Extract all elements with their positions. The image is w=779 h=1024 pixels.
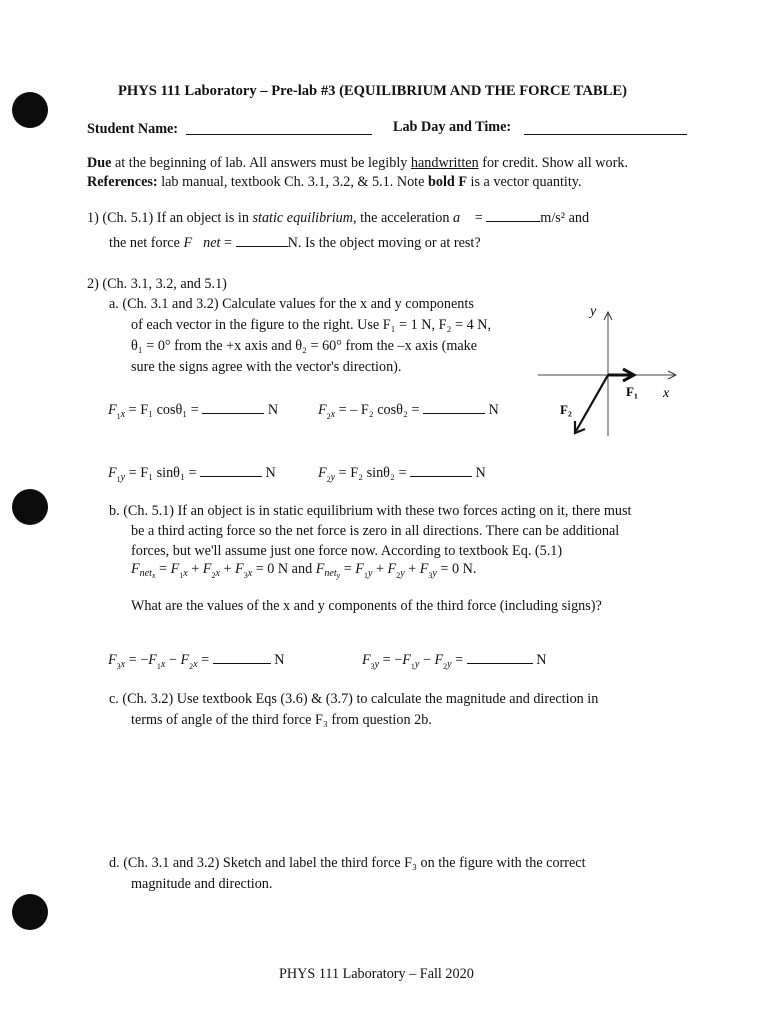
f2x-unit: N (488, 402, 499, 418)
f1y-answer-blank[interactable] (200, 464, 262, 477)
student-name-field[interactable] (186, 120, 372, 135)
x-axis-label: x (663, 386, 670, 401)
q2d-line-1: d. (Ch. 3.1 and 3.2) Sketch and label the third force F₃ on the figure with the correct (109, 855, 586, 871)
references-line (87, 174, 582, 191)
references-label: References: (87, 174, 158, 190)
f2x-answer-blank[interactable] (423, 401, 485, 414)
q2c-line-2: terms of angle of the third force F₃ from question 2b. (131, 712, 432, 728)
y-axis-label: y (590, 304, 597, 319)
q1-line-2: the net force F⃗net = N. Is the object moving or at rest? (109, 235, 481, 251)
eq-f2y-text: = F₂ sinθ₂ = (338, 465, 407, 481)
q1-line-1: 1) (Ch. 5.1) If an object is in static equilibrium, the acceleration a⃗ = m/s² and (87, 210, 590, 226)
accel-symbol: a⃗ (453, 210, 472, 226)
binder-hole-middle (12, 489, 48, 525)
q2a-line-1: a. (Ch. 3.1 and 3.2) Calculate values for the x and y components (109, 296, 474, 312)
page-title: PHYS 111 Laboratory – Pre-lab #3 (EQUILIBRIUM AND THE FORCE TABLE) (118, 83, 627, 99)
student-name-label: Student Name: (87, 121, 179, 137)
due-label: Due (87, 155, 112, 171)
references-text-end: is a vector quantity. (467, 174, 582, 190)
q1-fnet-answer-blank[interactable] (236, 234, 288, 247)
eq-f1x-text: = F₁ cosθ₁ = (128, 402, 199, 418)
q1-static-equilibrium: static equilibrium (252, 210, 353, 226)
q1-acceleration-text: , the acceleration (352, 210, 450, 226)
f3y-unit: N (536, 652, 547, 668)
q2b-line-2: be a third acting force so the net force is zero in all directions. There can be additional (131, 523, 620, 539)
f2y-unit: N (475, 465, 486, 481)
f1x-unit: N (267, 402, 279, 418)
due-text: at the beginning of lab. All answers must be legibly (111, 155, 411, 171)
binder-hole-bottom (12, 894, 48, 930)
q2b-question: What are the values of the x and y components of the third force (including signs)? (131, 598, 602, 614)
q1-moving-question: N. Is the object moving or at rest? (287, 235, 481, 251)
q2-header: 2) (Ch. 3.1, 3.2, and 5.1) (87, 276, 227, 292)
q1-net-force-text: the net force (109, 235, 180, 251)
page-footer: PHYS 111 Laboratory – Fall 2020 (279, 966, 474, 982)
eq-f2x-text: = – F₂ cosθ₂ = (338, 402, 420, 418)
q1-prefix: 1) (Ch. 5.1) If an object is in (87, 210, 253, 226)
net-force-equations: $F_{net_x} = F_{_1x} + F_{_2x} + F_{_3x} = 0$ N and $F_{net_y} = F_{_1y} + F_{_2y} + F_{_3y} = 0$ N. (131, 561, 477, 580)
eq-f2y: $F_{_2y} = F_2$ sinθ₂ = N (318, 465, 486, 484)
bold-f-note: bold F (427, 174, 467, 190)
f3y-answer-blank[interactable] (467, 651, 533, 664)
q1-accel-answer-blank[interactable] (486, 209, 540, 222)
f1-label: F₁ (626, 384, 638, 399)
references-text: lab manual, textbook Ch. 3.1, 3.2, & 5.1. Note (157, 174, 428, 190)
eq-f3y: $F_{_3y} = -F_{_1y} - F_{_2y} = N$ (362, 652, 547, 671)
eq-f2x: $F_{_2x}$ = – F₂ cosθ₂ = N (318, 402, 499, 421)
due-instructions (87, 155, 628, 172)
f2-label: F₂ (560, 402, 572, 417)
f2-vector (576, 375, 608, 431)
q2b-line-3: forces, but we'll assume just one force now. According to textbook Eq. (5.1) (131, 543, 563, 559)
f2y-answer-blank[interactable] (410, 464, 472, 477)
q1-units: m/s² and (540, 210, 590, 226)
handwritten-emphasis: handwritten (410, 155, 479, 171)
q2a-line-4: sure the signs agree with the vector's direction). (131, 359, 402, 375)
lab-day-field[interactable] (524, 120, 687, 135)
eq-f1y-text: = F₁ sinθ₁ = (128, 465, 197, 481)
q2c-line-1: c. (Ch. 3.2) Use textbook Eqs (3.6) & (3.7) to calculate the magnitude and direction in (109, 691, 599, 707)
f3x-answer-blank[interactable] (213, 651, 271, 664)
f1x-answer-blank[interactable] (202, 401, 264, 414)
f1y-unit: N (265, 465, 276, 481)
eq-f3x: $F_{_3x} = -F_{_1x} - F_{_2x} = N$ (108, 652, 285, 671)
net-y-text: = 0 N. (440, 561, 477, 577)
f3x-unit: N (274, 652, 285, 668)
eq-f1x: $F_{_1x} = F_1$ cosθ₁ = N (108, 402, 279, 421)
q2a-line-2: of each vector in the figure to the right. Use F₁ = 1 N, F₂ = 4 N, (131, 317, 492, 333)
due-text-end: for credit. Show all work. (478, 155, 629, 171)
fnet-symbol: F⃗net (183, 235, 221, 251)
force-diagram (530, 298, 705, 443)
net-x-text: = 0 N and (255, 561, 313, 577)
q2a-line-3: θ₁ = 0° from the +x axis and θ₂ = 60° from the –x axis (make (131, 338, 478, 354)
eq-f1y: $F_{_1y} = F_1$ sinθ₁ = N (108, 465, 276, 484)
q2d-line-2: magnitude and direction. (131, 876, 273, 892)
q2b-line-1: b. (Ch. 5.1) If an object is in static equilibrium with these two forces acting on it, there must (109, 503, 632, 519)
binder-hole-top (12, 92, 48, 128)
lab-day-label: Lab Day and Time: (393, 119, 512, 135)
